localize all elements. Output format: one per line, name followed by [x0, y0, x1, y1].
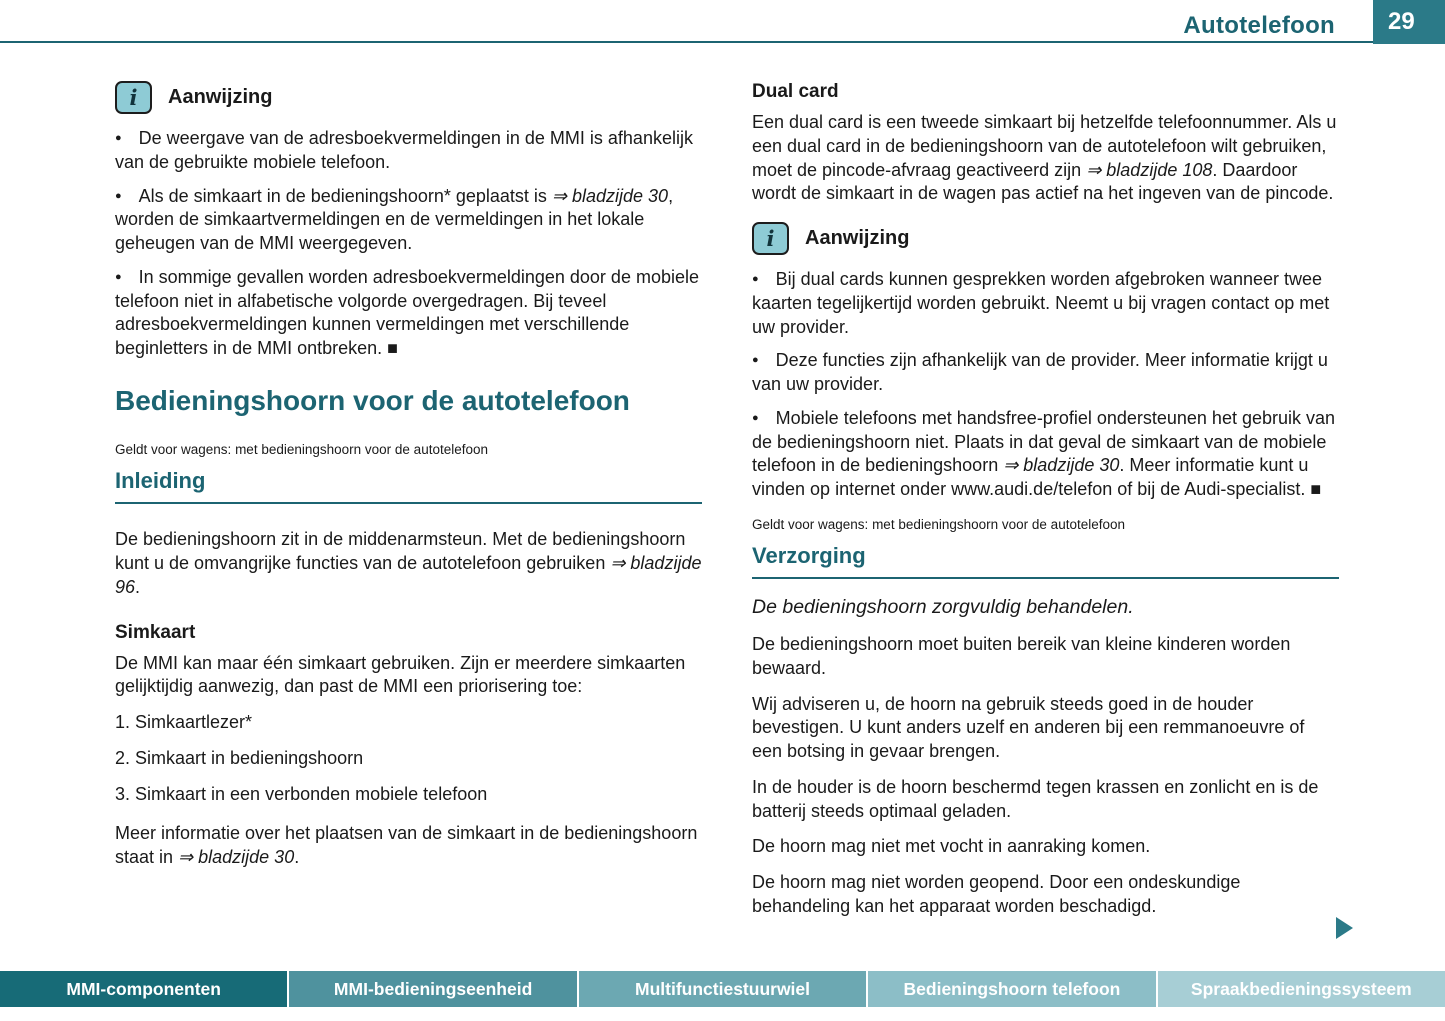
section-title-verzorging: Verzorging [752, 543, 1339, 579]
note-bullet-text: Mobiele telefoons met handsfree-profiel ondersteunen het gebruik van de bedieningshoorn niet. Plaats in dat geval de simkaart van de mobiele telefoon in de bedieningshoorn ⇒ bladzijde 30. Meer informatie kunt u vinden op internet onder www.audi.de/telefon of bij de Audi-specialist. ■ [752, 407, 1336, 499]
priority-item: 1. Simkaartlezer* [115, 712, 253, 733]
page-title: Autotelefoon [1183, 12, 1335, 39]
note-header [752, 222, 1339, 255]
note-aanwijzing-right [752, 222, 1339, 502]
note-bullet [752, 349, 1339, 397]
care-paragraph: De bedieningshoorn moet buiten bereik van kleine kinderen worden bewaard. [752, 634, 1291, 678]
note-bullet [115, 266, 702, 361]
note-bullet-text: De weergave van de adresboekvermeldingen in de MMI is afhankelijk van de gebruikte mobiele telefoon. [115, 128, 693, 172]
care-paragraph: In de houder is de hoorn beschermd tegen krassen en zonlicht en is de batterij steeds optimaal geladen. [752, 776, 1319, 821]
priority-item: 3. Simkaart in een verbonden mobiele telefoon [115, 783, 488, 804]
info-icon-glyph: i [129, 85, 138, 110]
right-column [752, 81, 1339, 919]
more-info-paragraph: Meer informatie over het plaatsen van de simkaart in de bedieningshoorn staat in ⇒ bladzijde 30. [115, 823, 698, 868]
priority-item: 2. Simkaart in bedieningshoorn [115, 747, 364, 768]
footer-tabs [0, 971, 1445, 1007]
note-bullet-text: Bij dual cards kunnen gesprekken worden afgebroken wanneer twee kaarten tegelijkertijd worden gebruikt. Neemt u bij vragen contact op met uw provider. [752, 269, 1330, 337]
note-title: Aanwijzing [805, 227, 910, 249]
note-bullet [115, 127, 702, 175]
applicability-note: Geldt voor wagens: met bedieningshoorn voor de autotelefoon [752, 516, 1125, 532]
note-bullet-text: In sommige gevallen worden adresboekvermeldingen door de mobiele telefoon niet in alfabetische volgorde overgedragen. Bij teveel adresboekvermeldingen kunnen vermeldingen met verschillende beginletters in de MMI ontbreken. ■ [115, 266, 699, 358]
continue-arrow-icon [1336, 917, 1353, 939]
note-bullet-text: Als de simkaart in de bedieningshoorn* geplaatst is ⇒ bladzijde 30, worden de simkaartvermeldingen en de vermeldingen in het lokale geheugen van de MMI weergegeven. [115, 185, 674, 253]
footer-tab-multifunctiestuurwiel: Multifunctiestuurwiel [579, 971, 866, 1007]
content-columns [0, 43, 1445, 919]
info-icon-glyph: i [766, 226, 775, 251]
care-paragraph: Wij adviseren u, de hoorn na gebruik steeds goed in de houder bevestigen. U kunt anders uzelf en anderen bij een remmanoeuvre of een botsing in gevaar brengen. [752, 693, 1305, 762]
subheading-simkaart: Simkaart [115, 621, 196, 643]
note-bullet [752, 268, 1339, 339]
care-paragraph: De hoorn mag niet worden geopend. Door een ondeskundige behandeling kan het apparaat worden beschadigd. [752, 872, 1241, 916]
note-bullet [115, 185, 702, 256]
footer-tab-spraakbedieningssysteem: Spraakbedieningssysteem [1158, 971, 1445, 1007]
bullet-icon: ● [115, 270, 122, 283]
bullet-icon: ● [115, 189, 122, 202]
bullet-icon: ● [752, 273, 759, 285]
left-column [115, 81, 702, 919]
bullet-icon: ● [752, 411, 759, 424]
note-bullet-text: Deze functies zijn afhankelijk van de provider. Meer informatie krijgt u van uw provider. [752, 350, 1328, 394]
care-lead-italic: De bedieningshoorn zorgvuldig behandelen. [752, 596, 1134, 619]
info-icon [115, 81, 152, 114]
subheading-dual-card: Dual card [752, 81, 839, 102]
footer-tab-mmi-bedieningseenheid: MMI-bedieningseenheid [289, 971, 576, 1007]
intro-paragraph: De bedieningshoorn zit in de middenarmsteun. Met de bedieningshoorn kunt u de omvangrijke functies van de autotelefoon gebruiken ⇒ bladzijde 96. [115, 529, 702, 597]
footer-tab-mmi-componenten: MMI-componenten [0, 971, 287, 1007]
simkaart-paragraph: De MMI kan maar één simkaart gebruiken. Zijn er meerdere simkaarten gelijktijdig aanwezig, dan past de MMI een priorisering toe: [115, 652, 686, 697]
bullet-icon: ● [752, 354, 759, 367]
note-title: Aanwijzing [168, 86, 273, 108]
page-number: 29 [1373, 0, 1445, 44]
footer-tab-bedieningshoorn-telefoon: Bedieningshoorn telefoon [868, 971, 1155, 1007]
note-bullet [752, 407, 1339, 502]
note-header [115, 81, 702, 114]
dual-card-paragraph: Een dual card is een tweede simkaart bij hetzelfde telefoonnummer. Als u een dual card in de bedieningshoorn van de autotelefoon wilt gebruiken, moet de pincode-afvraag geactiveerd zijn ⇒ bladzijde 108. Daardoor wordt de simkaart in de wagen pas actief na het ingeven van de pincode. [752, 112, 1337, 204]
chapter-title: Bedieningshoorn voor de autotelefoon [115, 384, 630, 416]
section-title-inleiding: Inleiding [115, 468, 702, 504]
bullet-icon: ● [115, 132, 122, 144]
info-icon [752, 222, 789, 255]
applicability-note: Geldt voor wagens: met bedieningshoorn voor de autotelefoon [115, 441, 488, 457]
care-paragraph: De hoorn mag niet met vocht in aanraking komen. [752, 836, 1151, 857]
note-aanwijzing-left [115, 81, 702, 361]
